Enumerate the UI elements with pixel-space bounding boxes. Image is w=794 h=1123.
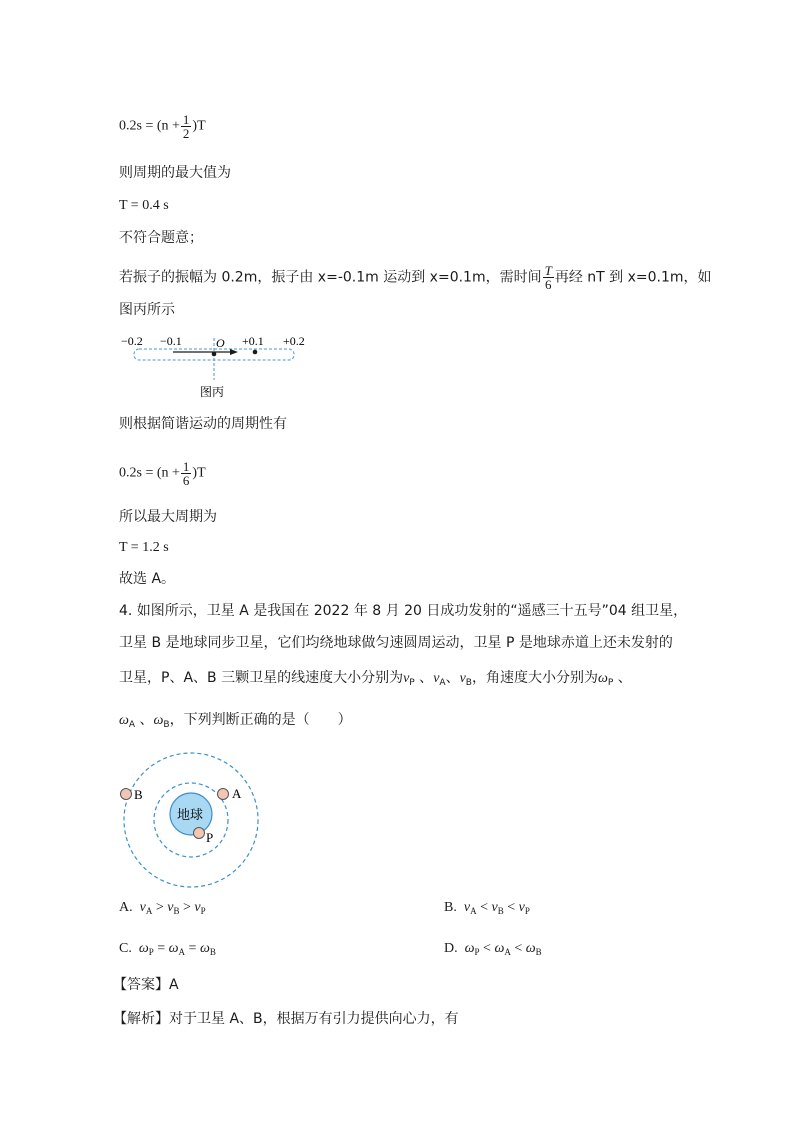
satellite-p-label: P xyxy=(206,830,214,845)
equation-1-fraction: $\frac{1}{2}$ xyxy=(182,112,190,141)
tick-plus-0-2: +0.2 xyxy=(283,334,305,348)
tick-plus-0-1: +0.1 xyxy=(242,334,264,348)
tick-minus-0-2: −0.2 xyxy=(121,334,143,348)
equation-1-lhs: 0.2s = (n + xyxy=(119,118,180,134)
figure-bing xyxy=(110,330,320,405)
analysis-label: 【解析】对于卫星 A、B，根据万有引力提供向心力，有 xyxy=(113,1011,459,1027)
equation-T1: T = 0.4 s xyxy=(119,198,169,213)
case-part1: 若振子的振幅为 0.2m，振子由 x=-0.1m 运动到 x=0.1m，需时间 xyxy=(119,269,542,286)
equation-2-lhs: 0.2s = (n + xyxy=(119,465,180,481)
question-4-line-1: 4. 如图所示，卫星 A 是我国在 2022 年 8 月 20 日成功发射的“遥感三十五号”04 组卫星， xyxy=(119,603,688,619)
earth-label: 地球 xyxy=(177,808,204,823)
question-4-line-4: $\omega_A$ 、$\omega_B$，下列判断正确的是（ ） xyxy=(119,712,352,730)
option-d: D. $\omega_P < \omega_A < \omega_B$ xyxy=(444,941,542,957)
text-max-period: 则周期的最大值为 xyxy=(119,165,231,181)
tick-origin: O xyxy=(216,336,225,350)
text-choose: 故选 A。 xyxy=(119,571,176,587)
text-so-max: 所以最大周期为 xyxy=(119,509,217,525)
text-periodicity: 则根据简谐运动的周期性有 xyxy=(119,416,287,432)
equation-2-fraction: $\frac{1}{6}$ xyxy=(182,459,190,488)
figure-orbit xyxy=(115,750,275,900)
case-fraction: $\frac{T}{6}$ xyxy=(544,263,552,292)
question-4-line-2: 卫星 B 是地球同步卫星，它们均绕地球做匀速圆周运动，卫星 P 是地球赤道上还未发射的 xyxy=(119,635,673,651)
equation-2 xyxy=(119,460,206,487)
text-figure-ref: 图丙所示 xyxy=(119,302,175,318)
text-case-line xyxy=(119,264,712,291)
arrow-head-icon xyxy=(230,349,238,355)
question-4-line-3: 卫星，P、A、B 三颗卫星的线速度大小分别为$v_P$ 、$v_A$、$v_B$，角速度大小分别为$\omega_P$ 、 xyxy=(119,670,632,688)
case-part2: 再经 nT 到 x=0.1m，如 xyxy=(554,269,712,286)
figure-caption: 图丙 xyxy=(200,385,225,399)
satellite-p xyxy=(194,828,205,839)
text-not-ok: 不符合题意； xyxy=(119,230,203,246)
origin-dot xyxy=(212,352,217,357)
equation-1 xyxy=(119,113,206,140)
tick-minus-0-1: −0.1 xyxy=(160,334,182,348)
option-b: B. $v_A < v_B < v_P$ xyxy=(444,900,530,916)
option-a: A. $v_A > v_B > v_P$ xyxy=(119,900,206,916)
satellite-a xyxy=(218,789,229,800)
equation-T2: T = 1.2 s xyxy=(119,540,169,555)
satellite-b xyxy=(121,789,132,800)
satellite-a-label: A xyxy=(232,786,242,801)
equation-2-rhs: )T xyxy=(192,465,206,481)
point-plus-0-1 xyxy=(253,350,258,355)
option-c: C. $\omega_P = \omega_A = \omega_B$ xyxy=(119,941,216,957)
satellite-b-label: B xyxy=(134,787,143,802)
answer-label: 【答案】A xyxy=(113,977,179,993)
equation-1-rhs: )T xyxy=(192,118,206,134)
